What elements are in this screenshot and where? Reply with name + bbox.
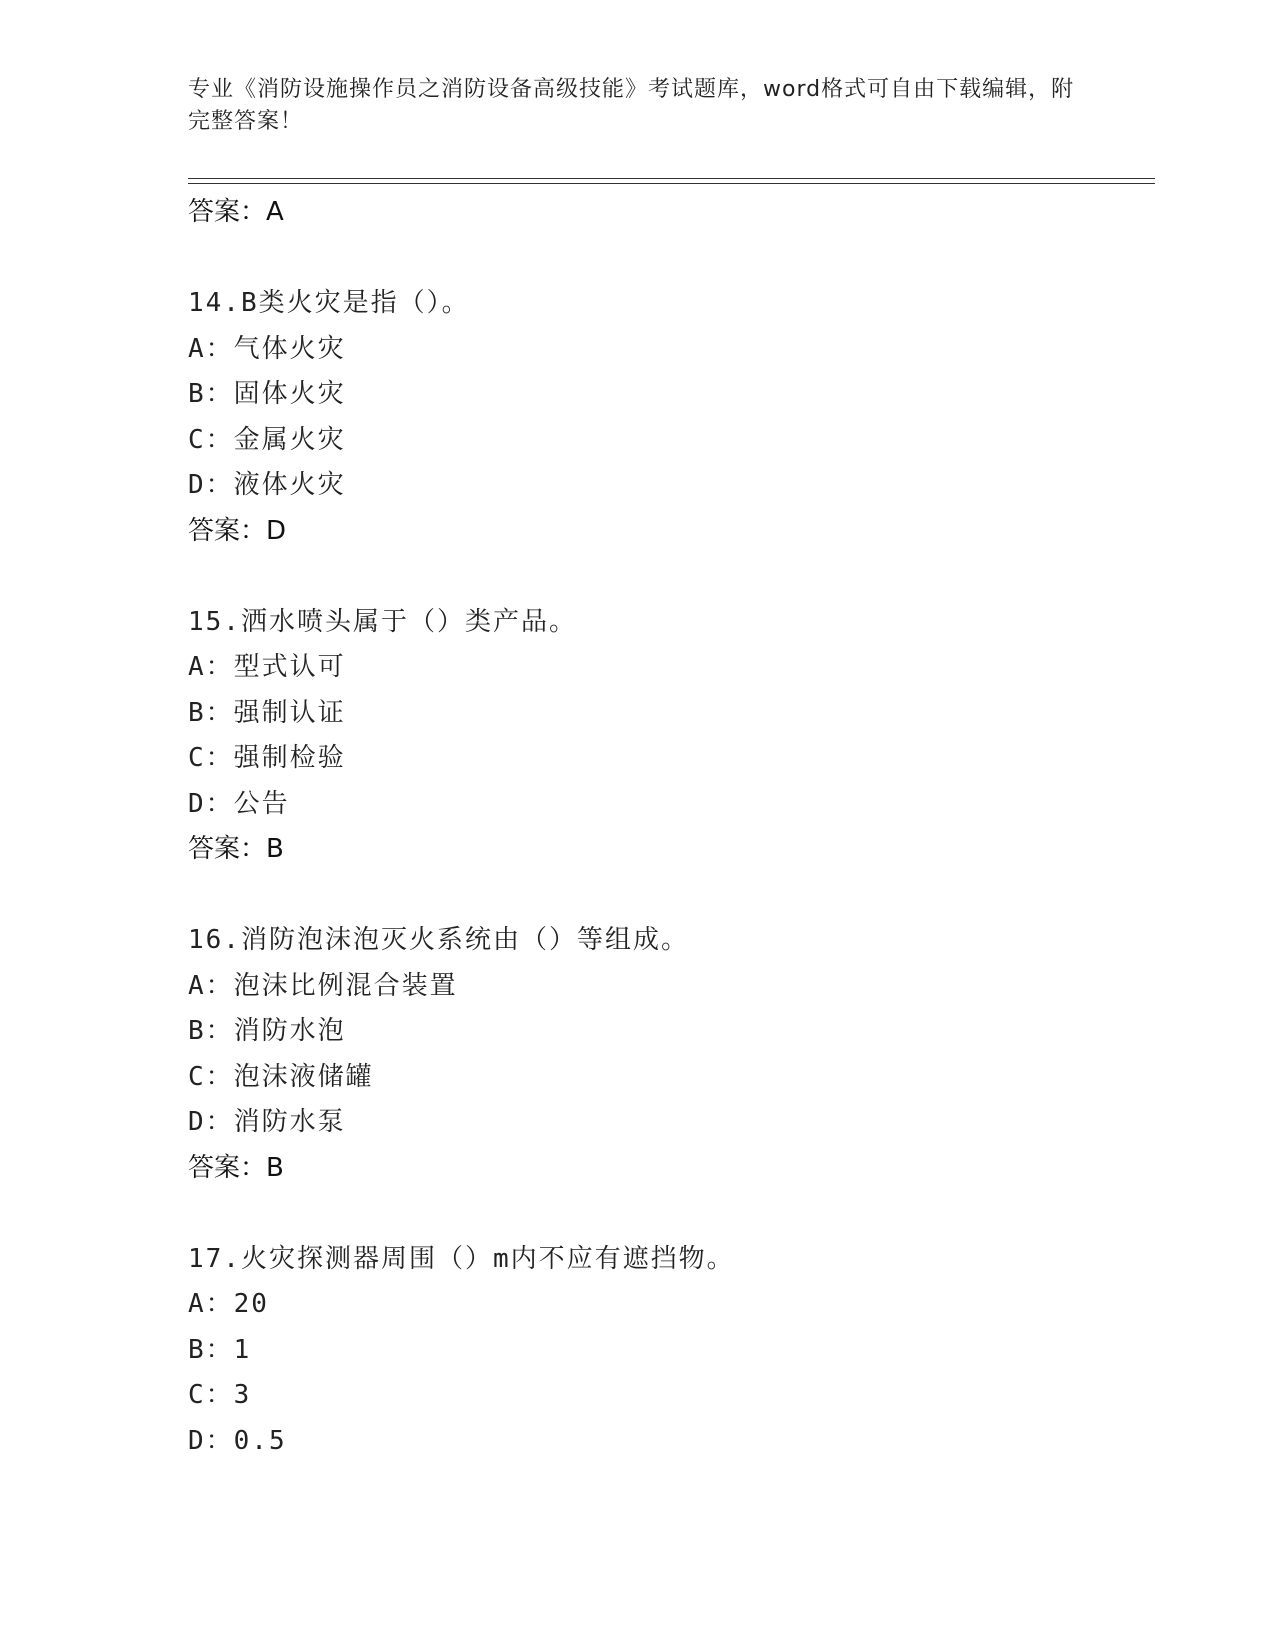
option-b: B：消防水泡	[188, 1016, 346, 1046]
option-d: D：液体火灾	[188, 470, 346, 500]
question-stem: 15.洒水喷头属于（）类产品。	[188, 606, 577, 637]
option-c: C：金属火灾	[188, 424, 346, 455]
answer-line: 答案：B	[188, 1152, 284, 1183]
previous-answer: 答案：A	[188, 197, 284, 227]
question-list	[188, 190, 1148, 1464]
option-c: C：强制检验	[188, 743, 346, 773]
question-15	[188, 600, 1148, 873]
option-d: D：0.5	[188, 1425, 287, 1456]
answer-line: 答案：B	[188, 834, 284, 864]
option-a: A：气体火灾	[188, 333, 346, 364]
option-c: C：泡沫液储罐	[188, 1061, 374, 1092]
answer-line: 答案：D	[188, 515, 287, 546]
option-d: D：公告	[188, 788, 290, 819]
question-16	[188, 918, 1148, 1191]
header-divider-bottom	[188, 183, 1155, 184]
option-b: B：固体火灾	[188, 379, 346, 409]
question-17	[188, 1237, 1148, 1465]
option-a: A：泡沫比例混合装置	[188, 970, 458, 1001]
option-a: A：型式认可	[188, 652, 346, 682]
option-b: B：1	[188, 1334, 252, 1365]
option-a: A：20	[188, 1289, 269, 1319]
option-c: C：3	[188, 1380, 252, 1410]
header-divider-top	[188, 178, 1155, 179]
question-stem: 17.火灾探测器周围（）m内不应有遮挡物。	[188, 1243, 735, 1274]
option-d: D：消防水泵	[188, 1107, 346, 1137]
question-stem: 14.B类火灾是指（）。	[188, 288, 470, 318]
question-14	[188, 281, 1148, 554]
option-b: B：强制认证	[188, 697, 346, 728]
document-header: 专业《消防设施操作员之消防设备高级技能》考试题库，word格式可自由下载编辑，附完整答案！	[188, 77, 1075, 134]
question-stem: 16.消防泡沫泡灭火系统由（）等组成。	[188, 925, 689, 955]
